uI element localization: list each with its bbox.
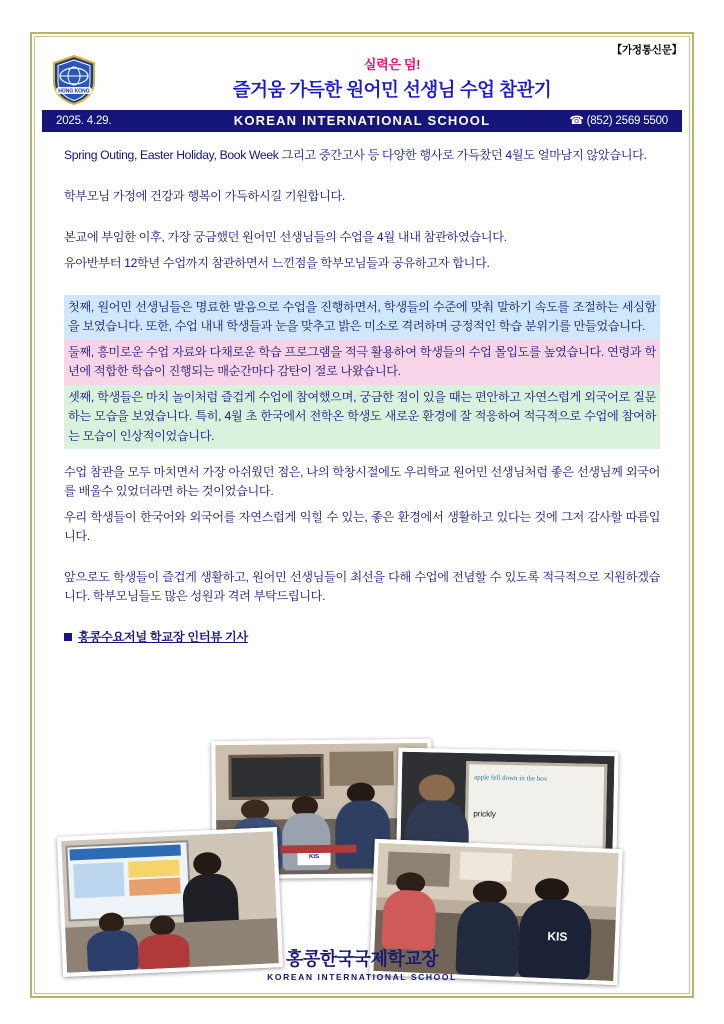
page-content — [42, 42, 682, 988]
title-subtitle: 실력은 덤! — [363, 57, 421, 72]
header-info-bar — [42, 110, 682, 132]
interview-link[interactable] — [64, 628, 660, 645]
page-title: 즐거움 가득한 원어민 선생님 수업 참관기 — [232, 79, 552, 100]
highlight-point-1: 첫째, 원어민 선생님들은 명료한 발음으로 수업을 진행하면서, 학생들의 수준에 맞춰 말하기 속도를 조절하는 세심함을 보였습니다. 또한, 수업 내내 학생들과 눈을 맞추고 밝은 미소로 격려하며 긍정적인 학습 분위기를 만들었습니다. — [64, 295, 660, 340]
letter-body — [64, 146, 660, 645]
paragraph-2: 학부모님 가정에 건강과 행복이 가득하시길 기원합니다. — [64, 188, 345, 203]
paragraph-4: 유아반부터 12학년 수업까지 참관하면서 느낀점을 학부모님들과 공유하고자 합니다. — [64, 255, 490, 270]
whiteboard-text-1: apple fell down in the box — [473, 772, 548, 783]
footer-school-name: KOREAN INTERNATIONAL SCHOOL — [267, 972, 457, 982]
issue-date: 2025. 4.29. — [56, 115, 112, 127]
school-logo — [50, 54, 98, 106]
school-name: KOREAN INTERNATIONAL SCHOOL — [233, 113, 491, 128]
highlight-point-2: 둘째, 흥미로운 수업 자료와 다채로운 학습 프로그램을 적극 활용하여 학생들의 수업 몰입도를 높였습니다. 연령과 학년에 적합한 학습이 진행되는 매순간마다 감탄이 절로 나왔습니다. — [64, 340, 660, 385]
bullet-square-icon — [64, 633, 72, 641]
interview-link-label[interactable]: 홍콩수요저널 학교장 인터뷰 기사 — [78, 629, 248, 644]
photo-classroom-1: KIS — [211, 739, 432, 879]
photo-collage — [42, 732, 682, 972]
footer-signature: 홍콩한국국제학교장 — [286, 949, 438, 969]
title-block — [112, 54, 672, 102]
svg-text:HONG KONG: HONG KONG — [58, 88, 90, 95]
school-phone: ☎ (852) 2569 5500 — [569, 115, 668, 127]
document-type-badge: 【가정통신문】 — [611, 44, 682, 56]
paragraph-3: 본교에 부임한 이후, 가장 궁금했던 원어민 선생님들의 수업을 4월 내내 참관하였습니다. — [64, 229, 507, 244]
paragraph-7: 앞으로도 학생들이 즐겁게 생활하고, 원어민 선생님들이 최선을 다해 수업에 전념할 수 있도록 적극적으로 지원하겠습니다. 학부모님들도 많은 성원과 격려 부탁드립니다. — [64, 569, 660, 603]
whiteboard-text-2: prickly — [473, 809, 497, 819]
paragraph-6: 우리 학생들이 한국어와 외국어를 자연스럽게 익힐 수 있는, 좋은 환경에서 생활하고 있다는 것에 그저 감사할 따름입니다. — [64, 510, 660, 543]
highlight-point-3: 셋째, 학생들은 마치 놀이처럼 즐겁게 수업에 참여했으며, 궁금한 점이 있을 때는 편안하고 자연스럽게 외국어로 질문하는 모습을 보였습니다. 특히, 4월 초 한국에서 전학온 학생도 새로운 환경에 잘 적응하여 적극적으로 수업에 참여하는 모습이 인상적이었습니다. — [64, 385, 660, 450]
page-footer — [42, 945, 682, 982]
paragraph-5: 수업 참관을 모두 마치면서 가장 아쉬웠던 점은, 나의 학창시절에도 우리학교 원어민 선생님처럼 좋은 선생님께 외국어를 배울수 있었더라면 하는 것이었습니다. — [64, 465, 660, 499]
uniform-kis-text: KIS — [547, 929, 568, 945]
paragraph-1: Spring Outing, Easter Holiday, Book Week 그리고 중간고사 등 다양한 행사로 가득찼던 4월도 얼마남지 않았습니다. — [64, 148, 647, 162]
